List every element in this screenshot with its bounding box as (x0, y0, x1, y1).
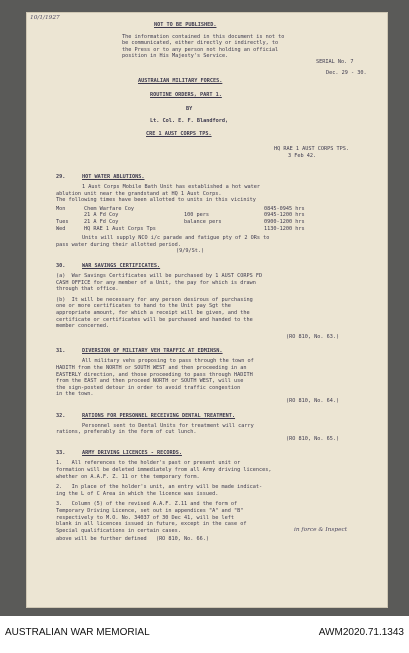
order-dates: Dec. 29 - 30. (326, 70, 367, 76)
reference-number: (RO 810, No. 64.) (286, 398, 340, 404)
handwritten-annotation: in force & Inspect (294, 527, 348, 534)
body-line: Personnel sent to Dental Units for treatment will carry (82, 422, 254, 429)
section-number: 31. (56, 348, 66, 355)
schedule-time: 0845-0945 hrs (264, 205, 305, 212)
section-number: 33. (56, 450, 66, 457)
body-line: (a) War Savings Certificates will be purchased by 1 AUST CORPS FD (56, 273, 263, 279)
section-heading: RATIONS FOR PERSONNEL RECEIVING DENTAL TREATMENT. (82, 412, 236, 419)
body-line: above will be further defined (RO 810, No. 66.) (56, 536, 210, 543)
body-line: ing the L of C Area in which the licence was issued. (56, 490, 219, 497)
reference-number: (RO 810, No. 63.) (286, 333, 340, 340)
top-date: 10/1/1927 (30, 15, 60, 21)
body-line: Units will supply NCO i/c parade and fatigue pty of 2 ORs to (82, 235, 270, 242)
schedule-day: Tues (56, 219, 69, 225)
body-line: member concerned. (56, 323, 110, 330)
body-line: certificate or certificates will be purchased and handed to the (56, 316, 253, 323)
section-number: 30. (56, 263, 66, 269)
schedule-unit: 21 A Fd Coy (84, 212, 119, 219)
schedule-personnel: balance pers (184, 219, 222, 225)
body-line: HADITH from the NORTH or SOUTH WEST and then proceeding in an (56, 365, 247, 371)
schedule-day: Mon (56, 205, 66, 212)
body-line: ablution unit near the grandstand at HQ 1 Aust Corps. (56, 190, 222, 197)
body-line: CASH OFFICE for any member of a Unit, the pay for which is drawn (56, 279, 256, 286)
body-line: appropriate amount, for which a receipt will be given, and the (56, 310, 250, 316)
body-line: 1 Aust Corps Mobile Bath Unit has established a hot water (82, 184, 261, 190)
body-line: the sign-posted detour in order to avoid traffic congestion (56, 384, 241, 391)
security-notice-line: the Press or to any person not holding an official (122, 46, 279, 53)
body-line: formation will be deleted immediately from all Army driving licences, (56, 467, 272, 473)
document-page (26, 12, 388, 608)
force-title: AUSTRALIAN MILITARY FORCES. (138, 78, 223, 84)
section-heading: HOT WATER ABLUTIONS. (82, 174, 145, 180)
body-line: EASTERLY direction, and those proceeding to pass through HADITH (56, 371, 253, 378)
schedule-unit: Chem Warfare Coy (84, 205, 134, 212)
classification-heading: NOT TO BE PUBLISHED. (154, 22, 217, 28)
security-notice-line: be communicated, either directly or indirectly, to (122, 40, 279, 47)
body-line: 2. In place of the holder's unit, an entry will be made indicat- (56, 484, 263, 491)
body-line: respectively to M.O. No. 34037 of 30 Dec 41, will be left (56, 514, 235, 521)
body-line: 3. Column (5) of the revised A.A.F. Z.11 and the form of (56, 501, 238, 508)
body-line: The following times have been allotted to units in this vicinity (56, 197, 256, 204)
hq-date: 3 Feb 42. (288, 153, 317, 159)
schedule-time: 0900-1200 hrs (264, 219, 305, 225)
body-line: Temporary Driving Licence, set out in appendices "A" and "B" (56, 508, 244, 514)
reference-number: (RO 810, No. 65.) (286, 435, 340, 442)
section-heading: ARMY DRIVING LICENCES - RECORDS. (82, 450, 182, 457)
body-line: from the EAST and then proceed NORTH or SOUTH WEST, will use (56, 378, 244, 385)
orders-title: ROUTINE ORDERS, PART 1. (150, 92, 222, 98)
body-line: whether on A.A.F. Z. 11 or the temporary form. (56, 473, 200, 480)
body-line: in the town. (56, 391, 94, 398)
body-line: All military vehs proposing to pass through the town of (82, 358, 254, 365)
officer-name: Lt. Col. E. F. Blandford, (150, 118, 229, 124)
command-title: CRE 1 AUST CORPS TPS. (146, 131, 212, 137)
body-line: blank in all licences issued in future, except in the case of (56, 521, 247, 528)
schedule-day: Wed (56, 225, 66, 232)
schedule-time: 0945-1200 hrs (264, 212, 305, 219)
section-number: 32. (56, 412, 66, 419)
body-line: pass water during their allotted period. (56, 241, 181, 248)
section-number: 29. (56, 174, 66, 180)
body-line: 1. All references to the holder's past or present unit or (56, 460, 241, 467)
schedule-unit: 21 A Fd Coy (84, 219, 119, 225)
schedule-time: 1130-1200 hrs (264, 225, 305, 232)
schedule-personnel: 100 pers (184, 212, 209, 219)
body-line: (b) It will be necessary for any person desirous of purchasing (56, 296, 253, 303)
institution-label: AUSTRALIAN WAR MEMORIAL (5, 627, 150, 638)
body-line: one or more certificates to hand to the Unit pay Sgt the (56, 303, 231, 310)
archive-footer (0, 620, 409, 644)
section-heading: WAR SAVINGS CERTIFICATES. (82, 263, 161, 269)
hq-heading: HQ RAE 1 AUST CORPS TPS. (274, 146, 349, 152)
by-label: BY (186, 106, 193, 112)
section-heading: DIVERSION OF MILITARY VEH TRAFFIC AT EDMINSN. (82, 348, 223, 355)
security-notice-line: The information contained in this document is not to (122, 34, 285, 40)
schedule-unit: HQ RAE 1 Aust Corps Tps (84, 225, 156, 232)
record-id: AWM2020.71.1343 (318, 627, 404, 638)
body-line: Special qualifications in certain cases. (56, 527, 181, 534)
body-line: through that office. (56, 286, 119, 293)
body-line: rations, preferably in the form of cut lunch. (56, 429, 197, 436)
reference-number: (9/9/St.) (176, 248, 205, 255)
serial-number: SERIAL No. 7 (316, 59, 354, 65)
security-notice-line: position in His Majesty's Service. (122, 53, 229, 60)
